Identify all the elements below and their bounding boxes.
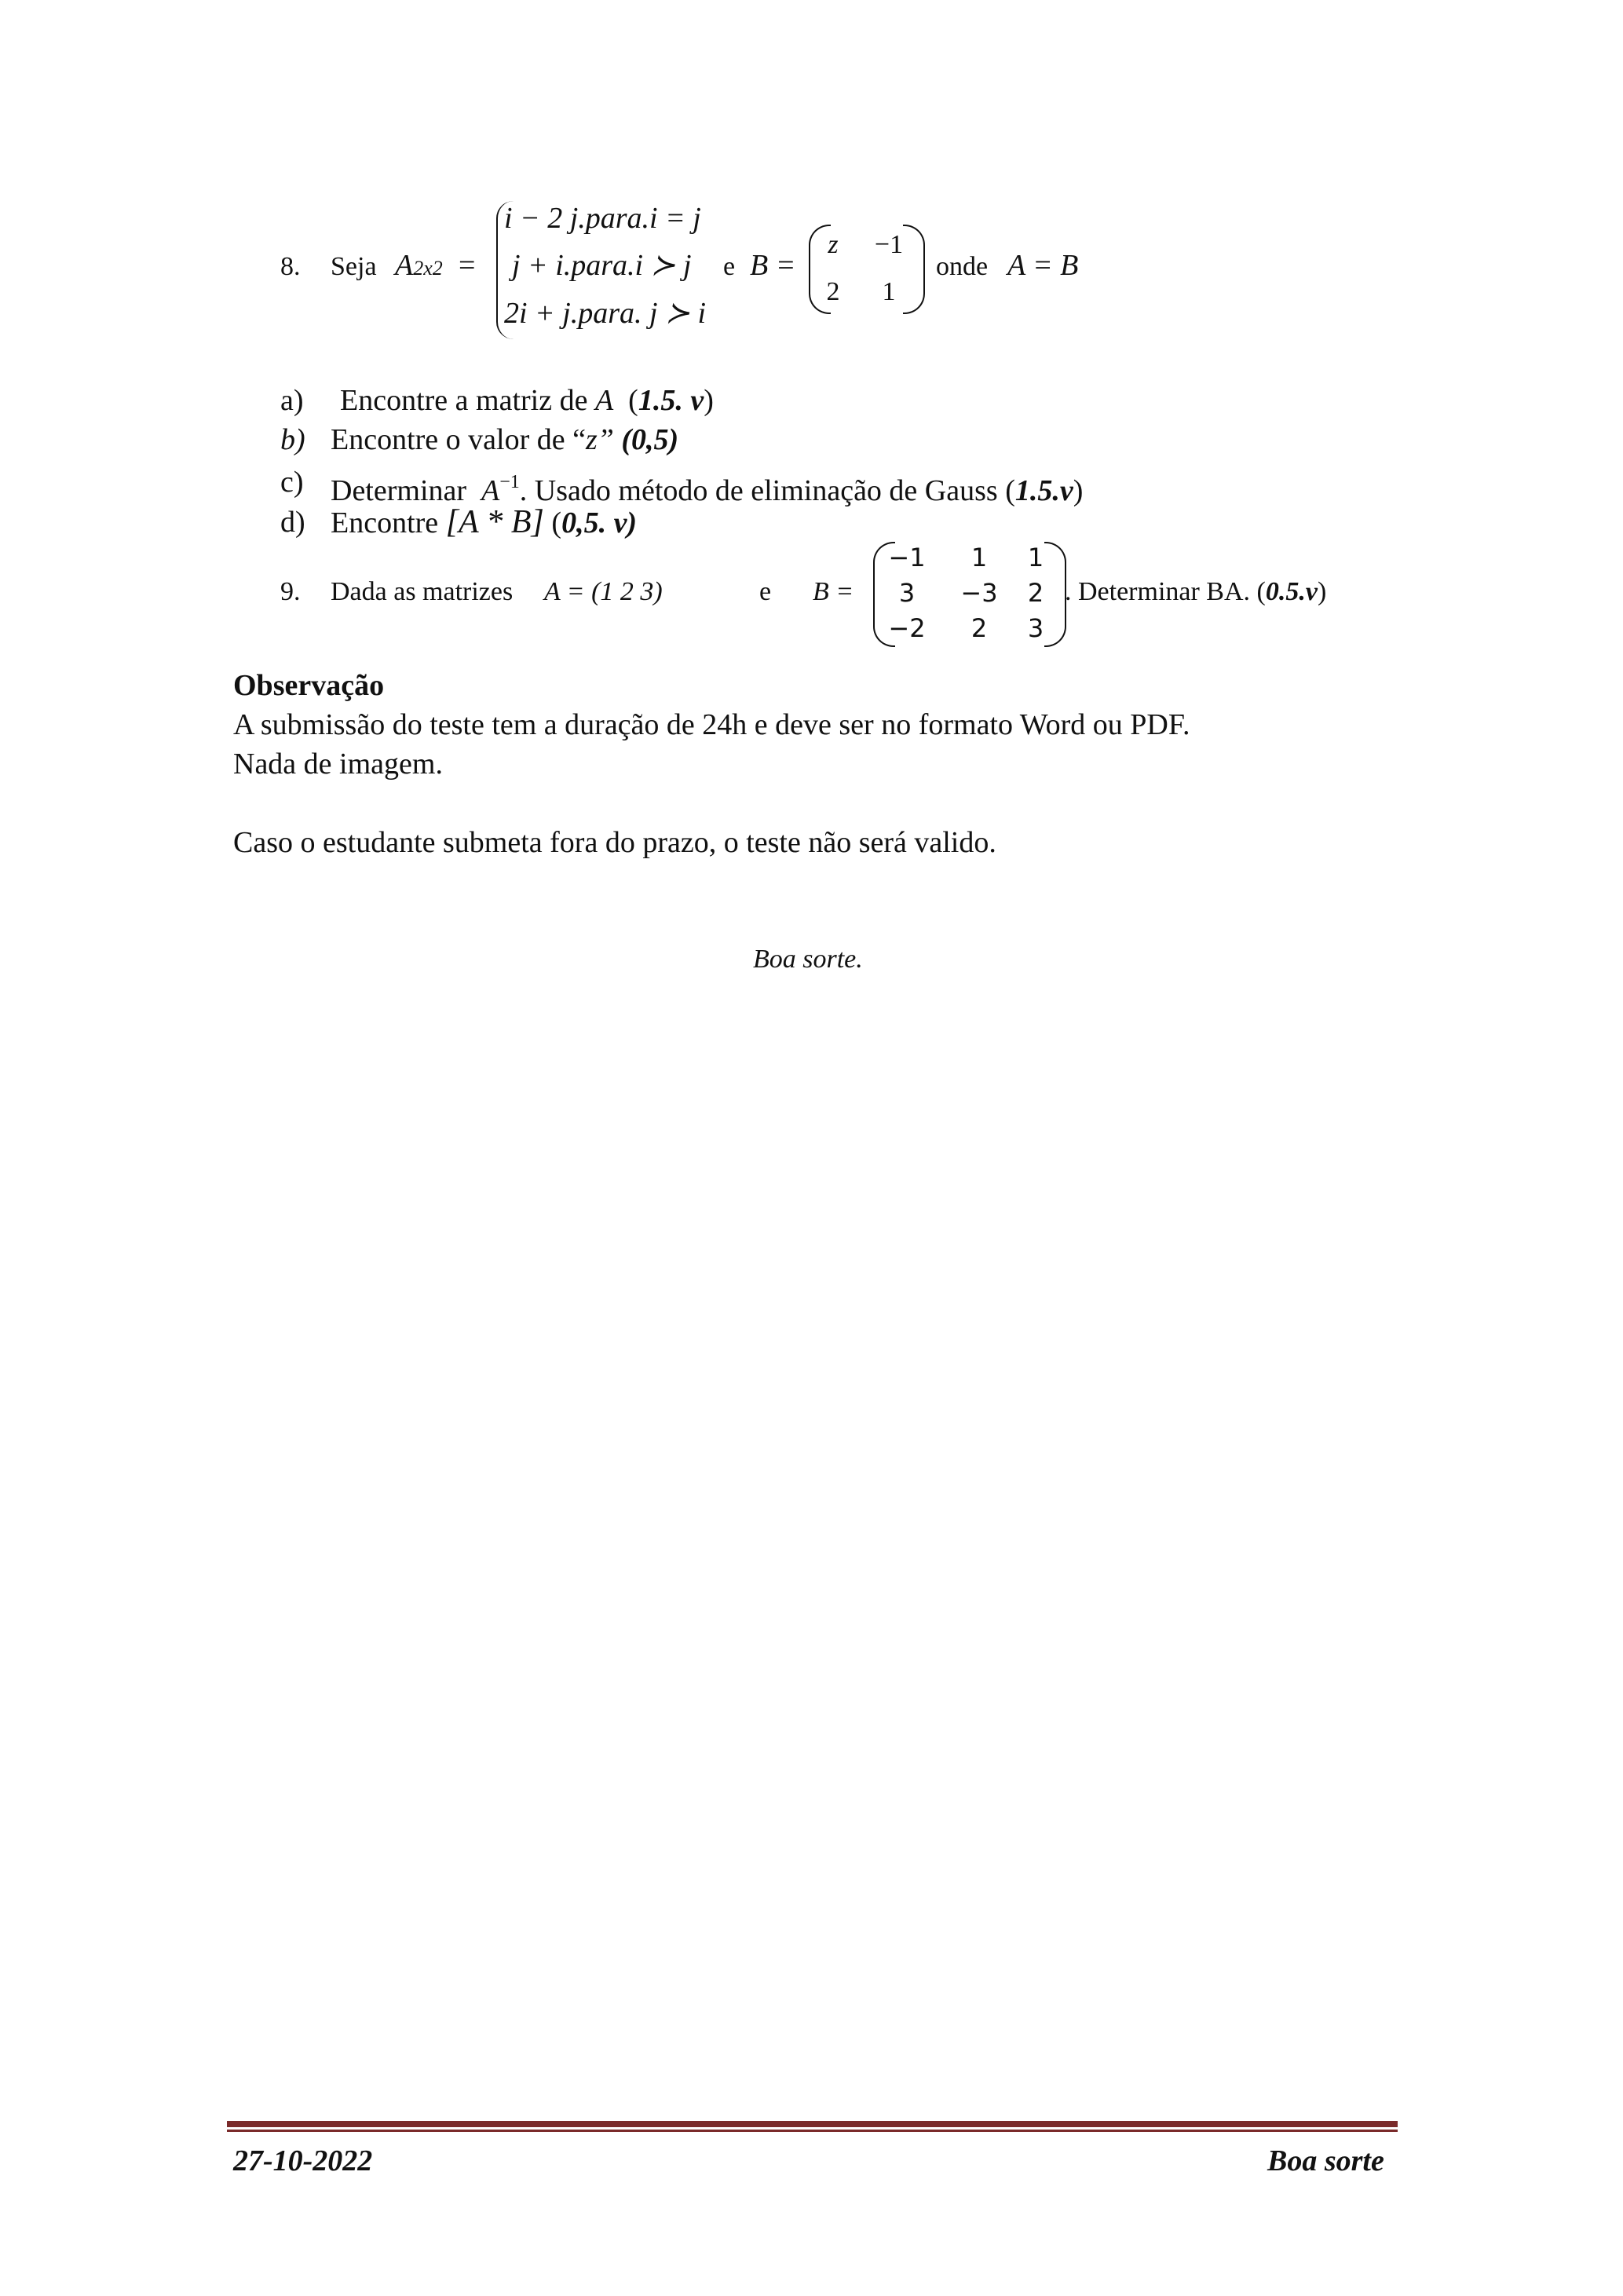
item-c-marker: c) [280, 466, 304, 499]
item-c-score: 1.5.v [1014, 474, 1073, 507]
case-1: i − 2 j.para.i = j [504, 202, 701, 235]
q9-matrix-b-cell: 1 [971, 543, 988, 572]
onde-text: onde [936, 252, 989, 281]
equals-sign: = [459, 249, 476, 282]
item-d-marker: d) [280, 506, 305, 539]
matrix-b-cell: z [828, 230, 839, 259]
footer-rule-thin [227, 2130, 1398, 2132]
closing-boa-sorte: Boa sorte. [753, 945, 863, 974]
item-a-score: 1.5. v [638, 384, 704, 417]
q9-matrix-b-cell: 2 [1027, 578, 1044, 608]
matrix-b-cell: −1 [874, 230, 904, 259]
q9-matrix-b-cell: 2 [971, 613, 988, 643]
matrix-a-subscript: 2x2 [413, 257, 443, 280]
matrix-b-cell: 2 [826, 277, 840, 306]
matrix-b-label: B = [750, 249, 796, 282]
q9-matrix-b-cell: 1 [1027, 543, 1044, 572]
conjunction-e: e [723, 252, 736, 281]
q9-matrix-a: A = (1 2 3) [544, 577, 663, 606]
footer-boa-sorte: Boa sorte [1267, 2144, 1384, 2177]
q9-tail: . Determinar BA. (0.5.v) [1065, 577, 1327, 606]
footer-rule-thick [227, 2121, 1398, 2127]
q9-matrix-b-right-paren [1044, 542, 1066, 647]
observacao-line-3: Caso o estudante submeta fora do prazo, o teste não será valido. [233, 826, 996, 859]
item-c: Determinar $A^{-1}$. Usado método de eliminação de Gauss (1.5.v) [331, 472, 1084, 507]
q9-matrix-b-cell: −1 [888, 543, 926, 572]
case-2: j + i.para.i ≻ j [512, 249, 692, 282]
question-9-number: 9. [280, 577, 301, 606]
condition-a-equals-b: A = B [1007, 249, 1079, 282]
observacao-line-2: Nada de imagem. [233, 748, 443, 781]
matrix-a-label: A2x2 [395, 249, 443, 282]
case-3: 2i + j.para. j ≻ i [504, 297, 707, 330]
q9-conjunction-e: e [759, 577, 772, 606]
question-8-seja: Seja [331, 252, 377, 281]
q9-score: 0.5.v [1265, 577, 1318, 606]
q9-matrix-b-cell: 3 [898, 578, 916, 608]
item-d: Encontre [A * B] (0,5. v) [331, 504, 638, 540]
question-8-number: 8. [280, 252, 301, 281]
question-9-text: Dada as matrizes [331, 577, 514, 606]
observacao-line-1: A submissão do teste tem a duração de 24h e deve ser no formato Word ou PDF. [233, 708, 1190, 741]
q9-matrix-b-cell: −3 [960, 578, 998, 608]
item-b: Encontre o valor de “z” (0,5) [331, 423, 679, 456]
q9-matrix-b-cell: −2 [888, 613, 926, 643]
matrix-b-right-paren [903, 225, 925, 314]
footer-date: 27-10-2022 [233, 2144, 373, 2177]
item-a: Encontre a matriz de A (1.5. v) [340, 384, 714, 417]
observacao-heading: Observação [233, 669, 385, 702]
q9-matrix-b-label: B = [813, 577, 854, 606]
item-a-marker: a) [280, 384, 304, 417]
item-b-marker: b) [280, 423, 305, 456]
item-b-score: (0,5) [621, 423, 679, 456]
item-d-score: 0,5. v) [561, 506, 638, 539]
q9-matrix-b-cell: 3 [1027, 613, 1044, 643]
matrix-b-cell: 1 [882, 277, 896, 306]
